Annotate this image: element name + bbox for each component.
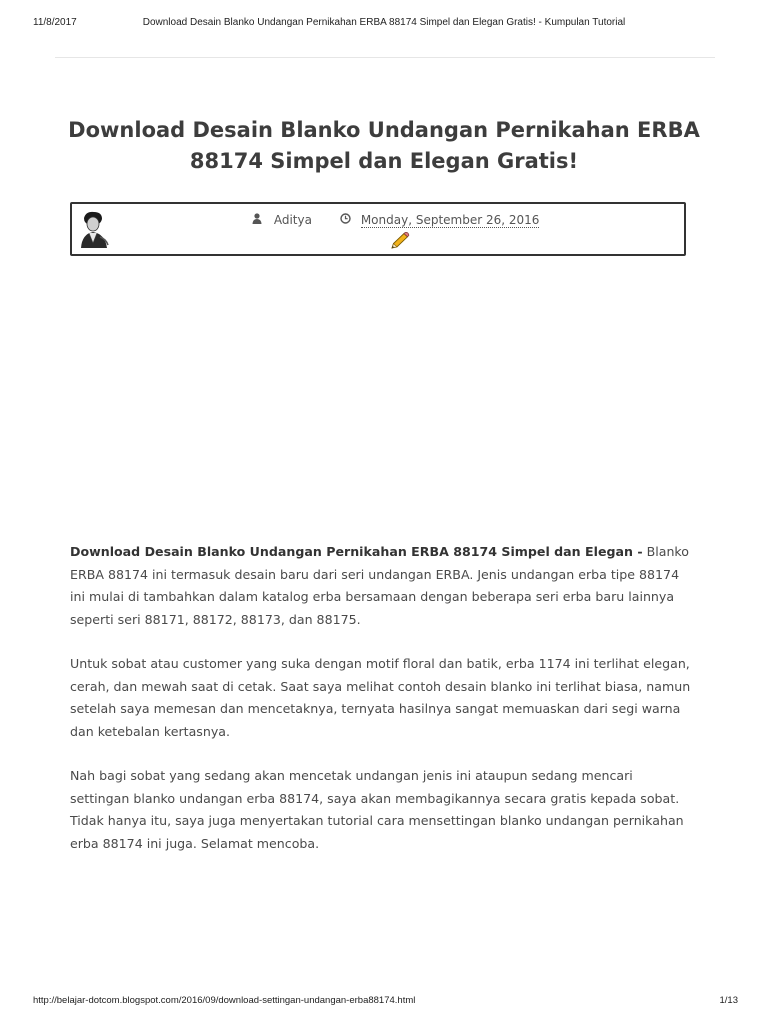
source-url[interactable]: http://belajar-dotcom.blogspot.com/2016/09/download-settingan-undangan-erba88174.html bbox=[33, 995, 416, 1006]
print-date: 11/8/2017 bbox=[33, 17, 77, 28]
post-date bbox=[340, 213, 539, 227]
print-page-title: Download Desain Blanko Undangan Pernikahan ERBA 88174 Simpel dan Elegan Gratis! - Kumpulan Tutorial bbox=[142, 17, 626, 28]
author-avatar[interactable] bbox=[76, 209, 110, 248]
article-lead: Download Desain Blanko Undangan Pernikahan ERBA 88174 Simpel dan Elegan - bbox=[70, 544, 643, 559]
article-paragraph: Nah bagi sobat yang sedang akan mencetak undangan jenis ini ataupun sedang mencari settingan blanko undangan erba 88174, saya akan membagikannya secara gratis kepada sobat. Tidak hanya itu, saya juga menyertakan tutorial cara mensettingan blanko undangan pernikahan erba 88174 ini juga. Selamat mencoba. bbox=[70, 768, 684, 851]
author-name[interactable]: Aditya bbox=[273, 213, 312, 227]
paragraph-text: Blanko ERBA 88174 ini termasuk desain baru dari seri undangan ERBA. Jenis undangan erba tipe 88174 ini mulai di tambahkan dalam katalog erba bersamaan dengan beberapa seri erba baru lainnya seperti seri 88171, 88172, 88173, dan 88175. bbox=[70, 544, 689, 627]
clock-icon bbox=[340, 213, 355, 227]
article-body bbox=[70, 541, 695, 877]
print-header bbox=[0, 15, 768, 29]
article-paragraph: Untuk sobat atau customer yang suka dengan motif floral dan batik, erba 1174 ini terlihat elegan, cerah, dan mewah saat di cetak. Saat saya melihat contoh desain blanko ini terlihat biasa, namun setelah saya memesan dan mencetaknya, ternyata hasilnya sangat memuaskan dari segi warna dan ketebalan kertasnya. bbox=[70, 656, 691, 739]
date-link[interactable]: Monday, September 26, 2016 bbox=[360, 213, 540, 227]
page-number: 1/13 bbox=[719, 995, 738, 1006]
post-author bbox=[252, 213, 312, 227]
post-title: Download Desain Blanko Undangan Pernikahan ERBA 88174 Simpel dan Elegan Gratis! bbox=[68, 118, 700, 173]
post-meta-box bbox=[70, 202, 686, 256]
pencil-icon[interactable] bbox=[390, 232, 410, 250]
divider bbox=[55, 57, 715, 58]
user-icon bbox=[252, 213, 266, 227]
article-paragraph bbox=[70, 541, 695, 631]
